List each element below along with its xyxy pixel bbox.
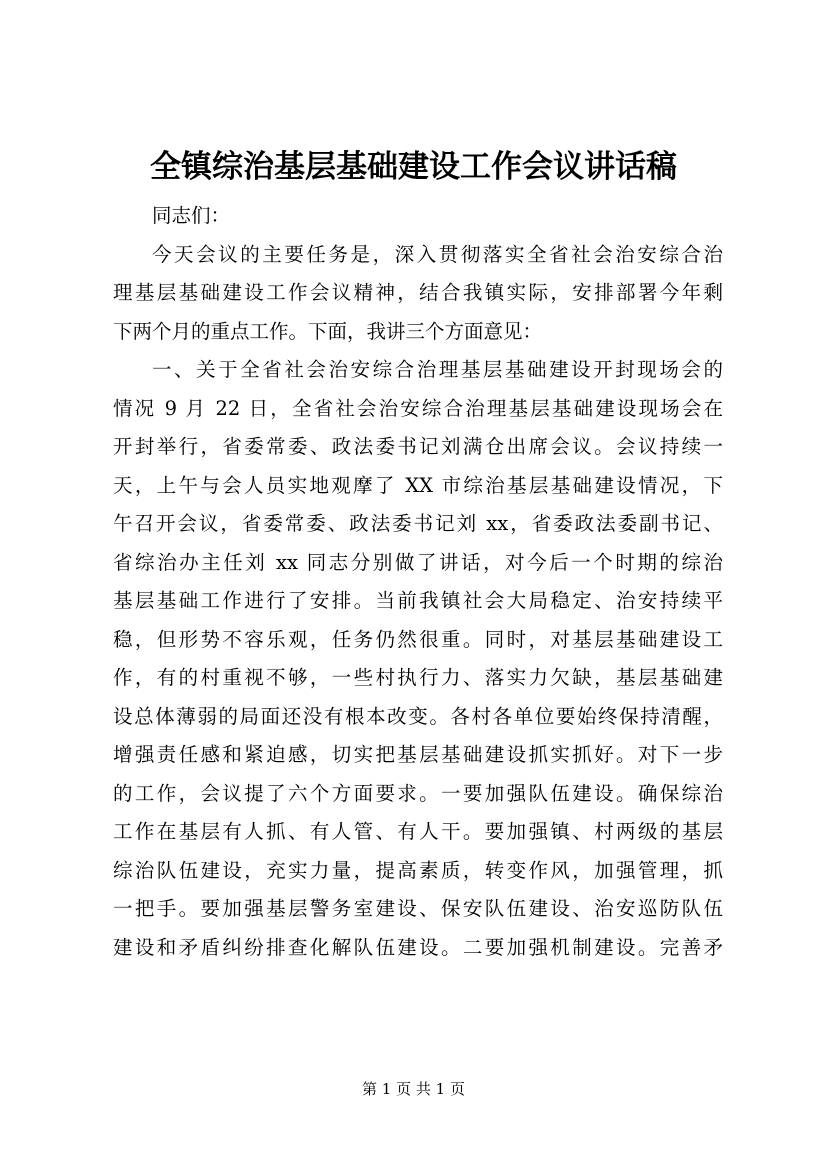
paragraph-line: 稳，但形势不容乐观，任务仍然很重。同时，对基层基础建设工 [113, 627, 723, 651]
paragraph-line: 工作在基层有人抓、有人管、有人干。要加强镇、村两级的基层 [113, 820, 723, 843]
paragraph-line: 设总体薄弱的局面还没有根本改变。各村各单位要始终保持清醒， [113, 704, 723, 728]
document-title: 全镇综治基层基础建设工作会议讲话稿 [150, 149, 677, 185]
page-number-footer: 第 1 页 共 1 页 [362, 1080, 465, 1098]
paragraph-line: 下两个月的重点工作。下面，我讲三个方面意见： [113, 319, 543, 343]
paragraph-line: 建设和矛盾纠纷排查化解队伍建设。二要加强机制建设。完善矛 [113, 935, 723, 959]
paragraph-line: 情况 9 月 22 日，全省社会治安综合治理基层基础建设现场会在 [113, 396, 723, 420]
paragraph-line: 省综治办主任刘 xx 同志分别做了讲话，对今后一个时期的综治 [113, 550, 723, 574]
paragraph-line: 一、关于全省社会治安综合治理基层基础建设开封现场会的 [152, 358, 723, 381]
paragraph-line: 作，有的村重视不够，一些村执行力、落实力欠缺，基层基础建 [113, 666, 723, 689]
paragraph-line: 的工作，会议提了六个方面要求。一要加强队伍建设。确保综治 [113, 781, 723, 805]
paragraph-line: 开封举行，省委常委、政法委书记刘满仓出席会议。会议持续一 [113, 435, 723, 458]
salutation-line: 同志们： [152, 204, 231, 227]
paragraph-line: 增强责任感和紧迫感，切实把基层基础建设抓实抓好。对下一步 [113, 743, 723, 766]
paragraph-line: 今天会议的主要任务是，深入贯彻落实全省社会治安综合治 [152, 242, 723, 266]
paragraph-line: 综治队伍建设，充实力量，提高素质，转变作风，加强管理，抓 [113, 858, 723, 882]
paragraph-line: 基层基础工作进行了安排。当前我镇社会大局稳定、治安持续平 [113, 589, 723, 612]
paragraph-line: 理基层基础建设工作会议精神，结合我镇实际，安排部署今年剩 [113, 281, 723, 304]
paragraph-line: 天，上午与会人员实地观摩了 XX 市综治基层基础建设情况，下 [113, 473, 723, 497]
document-body [113, 197, 723, 967]
paragraph-line: 午召开会议，省委常委、政法委书记刘 xx，省委政法委副书记、 [113, 512, 723, 535]
paragraph-line: 一把手。要加强基层警务室建设、保安队伍建设、治安巡防队伍 [113, 897, 723, 920]
